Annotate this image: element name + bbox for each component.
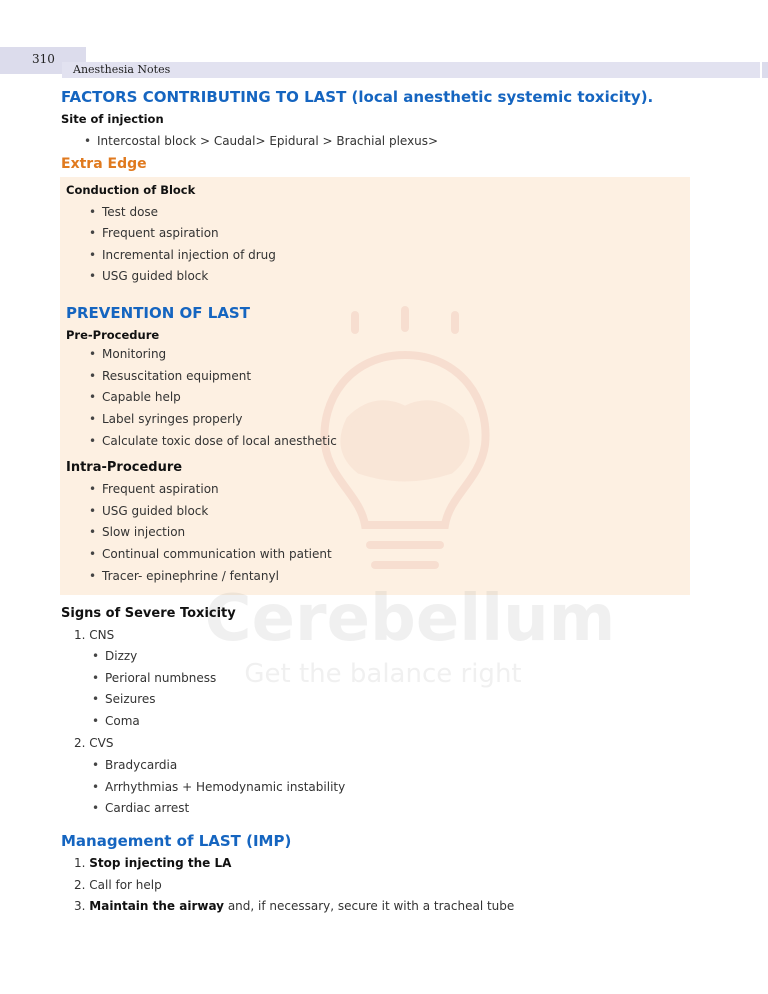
management-item-3 — [74, 899, 514, 913]
prevention-heading: PREVENTION OF LAST — [66, 304, 250, 322]
list-item: • Arrhythmias + Hemodynamic instability — [92, 780, 345, 794]
list-item: • Resuscitation equipment — [89, 369, 251, 383]
cvs-label: 2. CVS — [74, 736, 114, 750]
signs-heading: Signs of Severe Toxicity — [61, 606, 236, 621]
header-stub — [760, 62, 768, 78]
header-title: Anesthesia Notes — [73, 63, 171, 76]
list-item: • Slow injection — [89, 525, 185, 539]
site-item: • Intercostal block > Caudal> Epidural > Brachial plexus> — [84, 134, 438, 148]
item-number: 1. — [74, 856, 86, 870]
page-number: 310 — [32, 52, 55, 66]
factors-heading: FACTORS CONTRIBUTING TO LAST (local anesthetic systemic toxicity). — [61, 88, 654, 106]
list-item: • Capable help — [89, 390, 181, 404]
list-item: • Frequent aspiration — [89, 482, 219, 496]
list-item: • Coma — [92, 714, 140, 728]
list-item: • Incremental injection of drug — [89, 248, 276, 262]
list-item: • Cardiac arrest — [92, 801, 189, 815]
list-item: • Monitoring — [89, 347, 166, 361]
intra-procedure-label: Intra-Procedure — [66, 460, 183, 475]
list-item: • Label syringes properly — [89, 412, 242, 426]
list-item: • Calculate toxic dose of local anesthetic — [89, 434, 337, 448]
list-item: • Frequent aspiration — [89, 226, 219, 240]
list-item: • Bradycardia — [92, 758, 177, 772]
cns-label: 1. CNS — [74, 628, 115, 642]
item-number: 3. — [74, 899, 86, 913]
extra-edge-heading: Extra Edge — [61, 156, 147, 172]
watermark-brand: Cerebellum — [204, 582, 616, 656]
management-item-1 — [74, 856, 231, 870]
item-rest-text: and, if necessary, secure it with a tracheal tube — [224, 899, 515, 913]
pre-procedure-label: Pre-Procedure — [66, 328, 160, 342]
list-item: • Dizzy — [92, 649, 137, 663]
watermark-tagline: Get the balance right — [244, 659, 522, 689]
management-heading: Management of LAST (IMP) — [61, 832, 292, 850]
list-item: • Test dose — [89, 205, 158, 219]
management-item-2: 2. Call for help — [74, 878, 162, 892]
site-label: Site of injection — [61, 112, 164, 126]
conduction-label: Conduction of Block — [66, 183, 196, 197]
item-bold-text: Stop injecting the LA — [89, 856, 232, 870]
list-item: • Perioral numbness — [92, 671, 216, 685]
list-item: • Continual communication with patient — [89, 547, 332, 561]
list-item: • USG guided block — [89, 504, 208, 518]
list-item: • Seizures — [92, 692, 156, 706]
list-item: • USG guided block — [89, 269, 208, 283]
list-item: • Tracer- epinephrine / fentanyl — [89, 569, 279, 583]
item-bold-text: Maintain the airway — [89, 899, 225, 913]
